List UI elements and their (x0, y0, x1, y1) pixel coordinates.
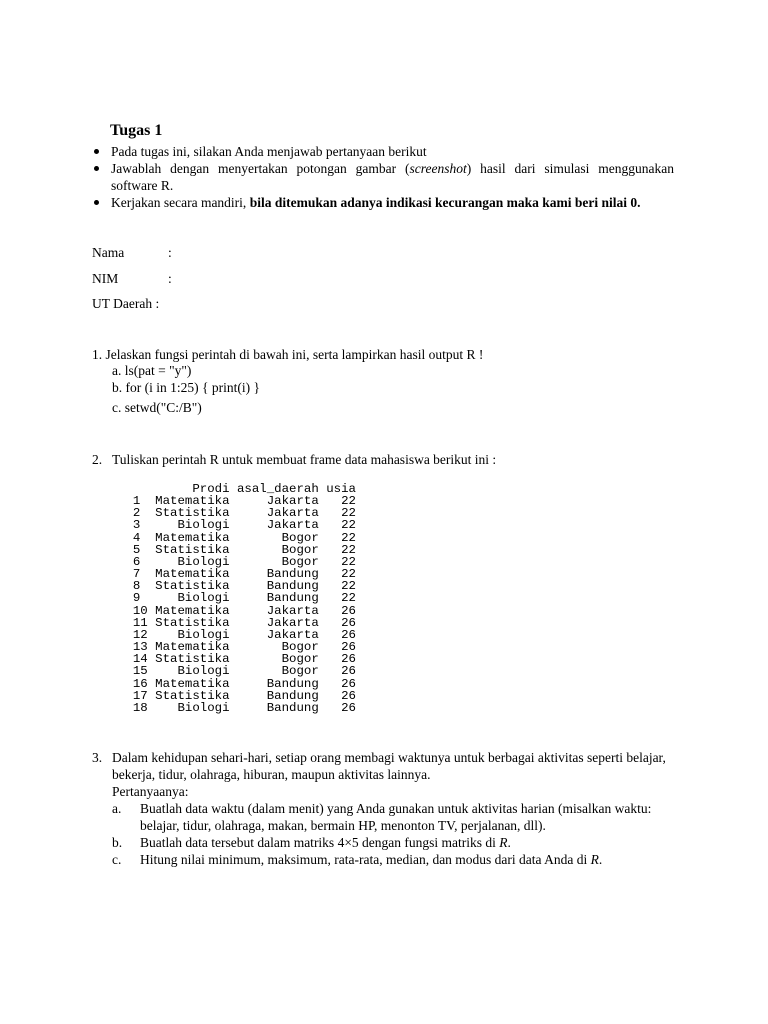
question-3-item-a (92, 800, 677, 834)
question-1-item-b: b. for (i in 1:25) { print(i) } (112, 380, 260, 395)
item-text: Buatlah data waktu (dalam menit) yang Anda gunakan untuk aktivitas harian (misalkan waktu: belajar, tidur, olahraga, makan, bermain HP, menonton TV, perjalanan, dll). (140, 801, 652, 833)
item-label: c. (112, 852, 122, 867)
item-text-part: Buatlah data tersebut dalam matriks 4×5 dengan fungsi matriks di (140, 835, 500, 850)
nama-label: Nama (92, 245, 125, 260)
question-3-item-b (92, 834, 677, 851)
question-text: Jelaskan fungsi perintah di bawah ini, serta lampirkan hasil output R ! (105, 347, 484, 362)
instruction-item (92, 194, 674, 211)
item-label: a. (112, 801, 122, 816)
item-text (140, 834, 677, 851)
nim-label: NIM (92, 271, 119, 286)
item-text-part: Hitung nilai minimum, maksimum, rata-rata, median, dan modus dari data Anda di (140, 852, 591, 867)
item-text-part: . (598, 852, 603, 867)
nim-colon: : (168, 271, 172, 286)
bullet-icon (94, 200, 99, 205)
identity-ut-daerah (92, 295, 159, 312)
item-text (140, 851, 677, 868)
identity-nama (92, 244, 172, 261)
identity-nim (92, 270, 172, 287)
item-text-part: . (507, 835, 511, 850)
bullet-icon (94, 149, 99, 154)
instruction-text: Jawablah dengan menyertakan potongan gambar ( (111, 161, 410, 176)
instruction-text: Pada tugas ini, silakan Anda menjawab pertanyaan berikut (111, 144, 427, 159)
instruction-emphasis: screenshot (409, 161, 467, 176)
question-3-subheading: Pertanyaanya: (112, 784, 189, 799)
instruction-item (92, 143, 674, 160)
bullet-icon (94, 166, 99, 171)
question-text: Dalam kehidupan sehari-hari, setiap orang membagi waktunya untuk berbagai aktivitas seperti belajar, bekerja, tidur, olahraga, hiburan, maupun aktivitas lainnya. (112, 750, 666, 782)
question-number: 3. (92, 750, 103, 765)
question-3 (92, 749, 677, 868)
question-number: 2. (92, 452, 103, 467)
question-2 (92, 451, 677, 468)
instruction-text: Kerjakan secara mandiri, (111, 195, 250, 210)
warning-text: bila ditemukan adanya indikasi kecurangan maka kami beri nilai 0. (249, 195, 641, 210)
question-1-item-a: a. ls(pat = "y") (112, 363, 192, 378)
question-number: 1. (92, 347, 103, 362)
instructions-list (92, 143, 674, 211)
instruction-text: ) hasil dari simulasi menggunakan software R. (111, 161, 674, 193)
nama-colon: : (168, 245, 172, 260)
item-label: b. (112, 835, 123, 850)
question-1 (92, 346, 677, 363)
ut-daerah-label: UT Daerah : (92, 296, 160, 311)
question-1-item-c: c. setwd("C:/B") (112, 400, 202, 415)
item-emphasis: R (499, 835, 508, 850)
document-title: Tugas 1 (110, 122, 163, 139)
question-text: Tuliskan perintah R untuk membuat frame data mahasiswa berikut ini : (112, 452, 497, 467)
question-3-item-c (92, 851, 677, 868)
question-3-head (92, 749, 677, 783)
r-dataframe-output: Prodi asal_daerah usia 1 Matematika Jakarta 22 2 Statistika Jakarta 22 3 Biologi Jakarta 22 4 Matematika Bogor 22 5 Statistika Bogor 22 6 Biologi Bogor 22 7 Matematika Bandung 22 8 Statistika Bandung 22 9 Biologi Bandung 22 10 Matematika Jakarta 26 11 Statistika Jakarta 26 12 Biologi Jakarta 26 13 Matematika Bogor 26 14 Statistika Bogor 26 15 Biologi Bogor 26 16 Matematika Bandung 26 17 Statistika Bandung 26 18 Biologi Bandung 26 (132, 482, 356, 715)
item-emphasis: R (590, 852, 599, 867)
instruction-item (92, 160, 674, 194)
